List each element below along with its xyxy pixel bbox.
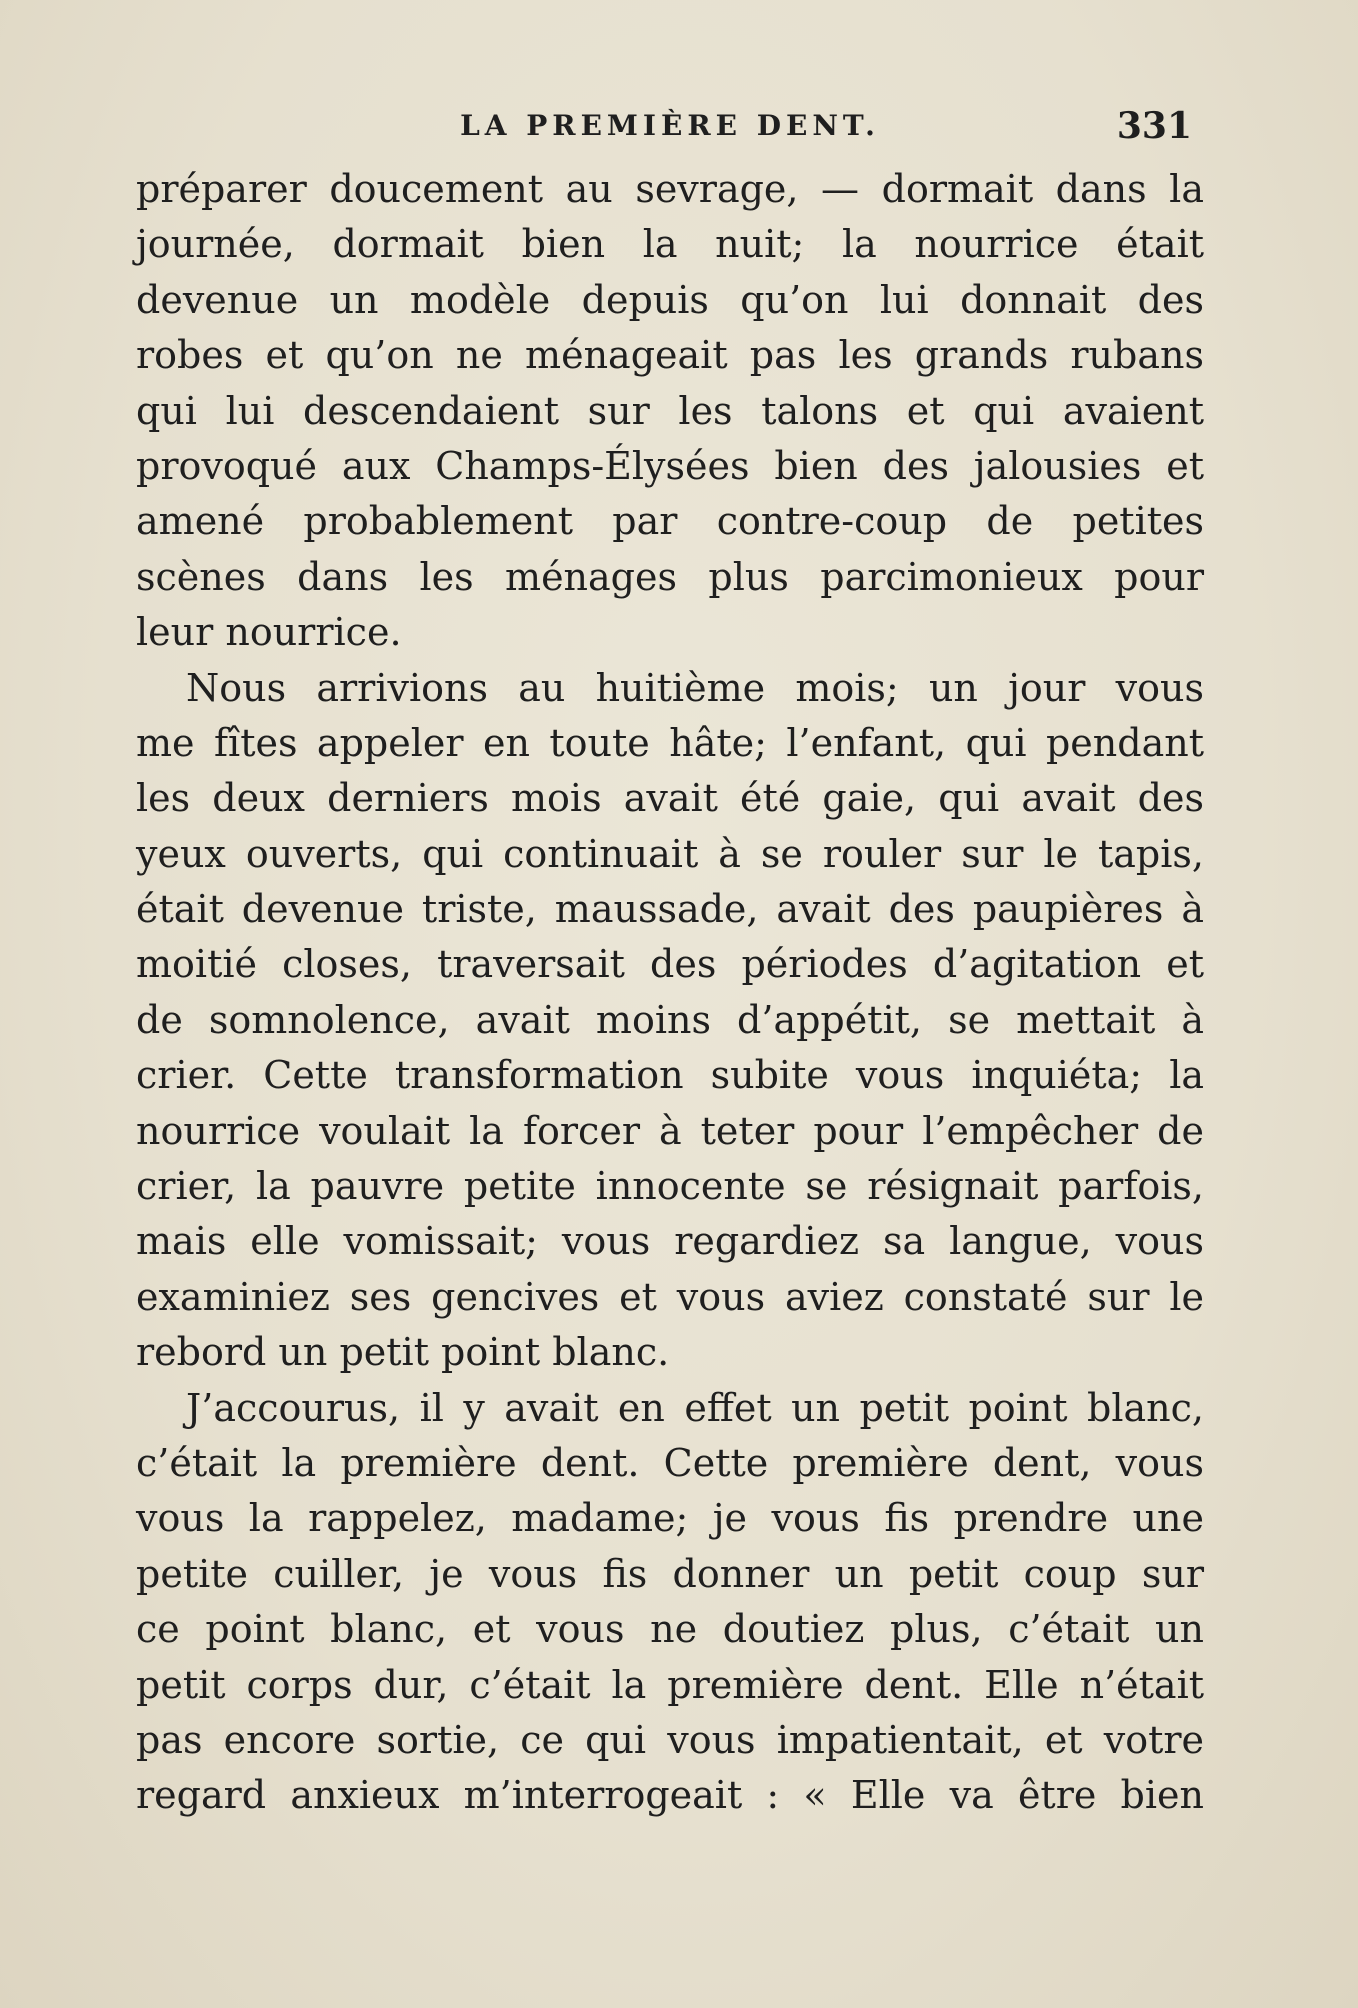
text-line: crier. Cette transformation subite vous inquiéta; la [136,1053,1204,1098]
text-line: les deux derniers mois avait été gaie, qui avait des [136,776,1204,821]
text-line: scènes dans les ménages plus parcimonieux pour [136,554,1204,599]
page-number: 331 [1116,105,1192,147]
text-line: pas encore sortie, ce qui vous impatientait, et votre [136,1717,1204,1762]
text-line: qui lui descendaient sur les talons et qui avaient [136,388,1204,433]
text-line: devenue un modèle depuis qu’on lui donnait des [136,277,1204,322]
text-line: leur nourrice. [136,610,402,655]
text-line: vous la rappelez, madame; je vous fis prendre une [136,1496,1204,1541]
text-line: de somnolence, avait moins d’appétit, se mettait à [136,997,1204,1042]
text-line: petite cuiller, je vous fis donner un petit coup sur [136,1551,1204,1596]
text-line: mais elle vomissait; vous regardiez sa langue, vous [136,1219,1204,1264]
text-line: provoqué aux Champs-Élysées bien des jalousies et [136,443,1204,488]
text-line: journée, dormait bien la nuit; la nourrice était [136,222,1204,267]
text-line: J’accourus, il y avait en effet un petit point blanc, [186,1385,1204,1430]
text-line: moitié closes, traversait des périodes d’agitation et [136,942,1204,987]
text-line: c’était la première dent. Cette première dent, vous [136,1440,1204,1485]
text-line: yeux ouverts, qui continuait à se rouler sur le tapis, [136,831,1204,876]
text-line: petit corps dur, c’était la première dent. Elle n’était [136,1662,1204,1707]
body-text [136,162,1204,1824]
text-line: Nous arrivions au huitième mois; un jour vous [186,665,1204,710]
text-line: était devenue triste, maussade, avait des paupières à [136,887,1204,932]
text-line: crier, la pauvre petite innocente se résignait parfois, [136,1164,1204,1209]
text-line: ce point blanc, et vous ne doutiez plus, c’était un [136,1607,1204,1652]
running-title: LA PREMIÈRE DENT. [460,109,880,142]
text-line: nourrice voulait la forcer à teter pour l’empêcher de [136,1108,1204,1153]
text-line: examiniez ses gencives et vous aviez constaté sur le [136,1274,1204,1319]
text-line: préparer doucement au sevrage, — dormait dans la [136,167,1204,211]
text-line: me fîtes appeler en toute hâte; l’enfant, qui pendant [136,720,1204,765]
text-line: regard anxieux m’interrogeait : « Elle va être bien [136,1773,1204,1818]
running-head [136,104,1204,148]
text-line: robes et qu’on ne ménageait pas les grands rubans [136,333,1204,378]
text-line: rebord un petit point blanc. [136,1330,670,1375]
text-line: amené probablement par contre-coup de petites [136,499,1204,544]
